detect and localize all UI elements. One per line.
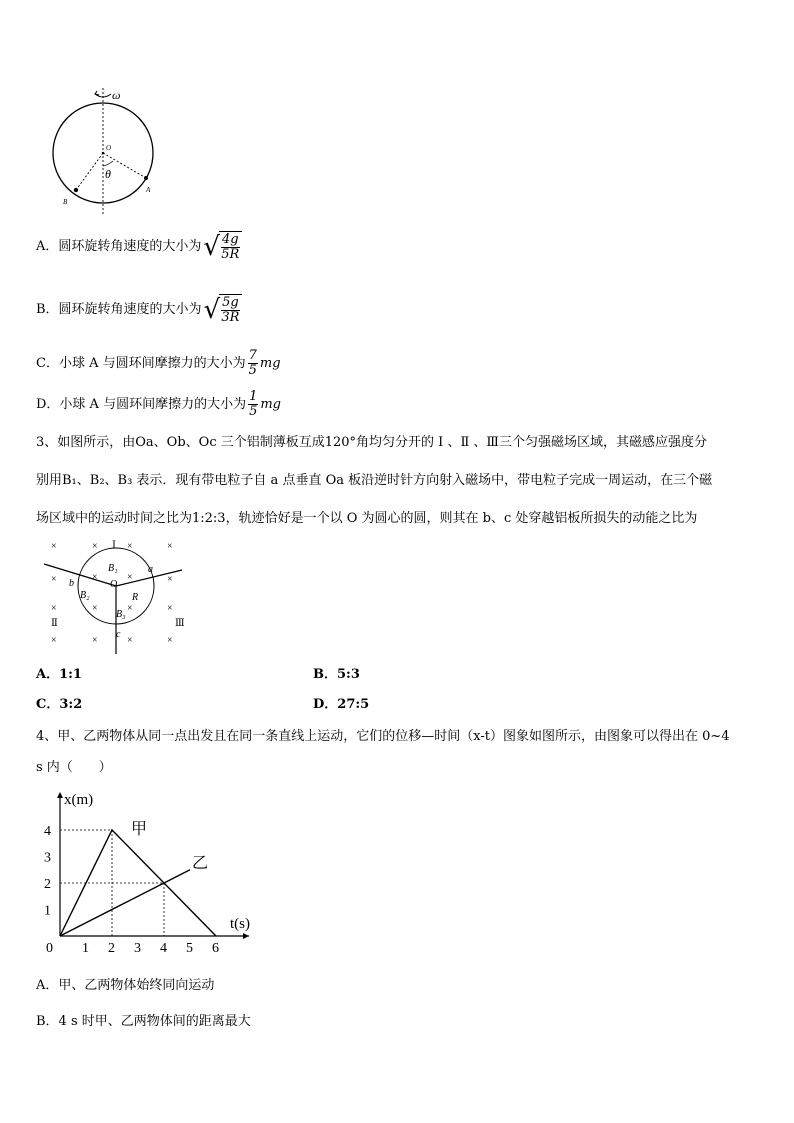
y-axis-label: x(m) xyxy=(64,792,94,808)
cross-mark: × xyxy=(92,603,98,614)
region-1-label: Ⅰ xyxy=(112,540,116,551)
b3-label: B₃ xyxy=(116,609,126,620)
x-tick-label: 0 xyxy=(46,941,53,956)
cross-mark: × xyxy=(127,541,133,552)
point-a-label: a xyxy=(148,564,153,575)
omega-label: ω xyxy=(112,88,121,102)
cross-mark: × xyxy=(167,635,173,646)
fraction: $\frac{7}{5}$ xyxy=(248,348,257,378)
theta-label: θ xyxy=(105,167,111,181)
y-tick-label: 2 xyxy=(44,877,51,892)
point-b-label: b xyxy=(69,578,74,589)
q3-option-a[interactable]: A．1:1 xyxy=(36,667,82,682)
ring-center xyxy=(102,152,105,155)
ring-figure xyxy=(48,86,168,218)
q3-option-c[interactable]: C．3:2 xyxy=(36,697,83,712)
x-tick-label: 6 xyxy=(212,941,219,956)
magnetic-field-figure xyxy=(36,534,206,658)
r-label: R xyxy=(132,592,139,603)
q3-stem-line1: 3、如图所示，由Oa、Ob、Oc 三个铝制薄板互成120°角均匀分开的 Ⅰ 、Ⅱ 、Ⅲ三个匀强磁场区域，其磁感应强度分 xyxy=(36,435,707,450)
q4-stem-line2: s 内（ ） xyxy=(36,760,112,775)
cross-mark: × xyxy=(92,541,98,552)
sqrt-expression: √ $\frac{4g}{5R}$ xyxy=(203,231,241,262)
cross-mark: × xyxy=(51,574,57,585)
fraction: $\frac{1}{5}$ xyxy=(249,389,258,419)
q4-option-a[interactable]: A．甲、乙两物体始终同向运动 xyxy=(36,978,215,993)
ball-b xyxy=(74,188,78,192)
region-2-label: Ⅱ xyxy=(51,618,58,629)
cross-mark: × xyxy=(127,603,133,614)
x-axis-arrow-icon xyxy=(243,933,249,939)
point-c-label: c xyxy=(116,629,121,640)
x-tick-label: 5 xyxy=(186,941,193,956)
xt-chart xyxy=(36,786,286,966)
field-crosses xyxy=(51,541,173,646)
q3-stem-line2: 别用B₁、B₂、B₃ 表示．现有带电粒子自 a 点垂直 Oa 板沿逆时针方向射入磁场中，带电粒子完成一周运动，在三个磁 xyxy=(36,473,713,488)
theta-arc xyxy=(103,161,113,166)
o-label: O xyxy=(110,579,118,590)
series-yi-line xyxy=(60,870,190,936)
x-tick-label: 4 xyxy=(160,941,167,956)
cross-mark: × xyxy=(51,541,57,552)
series-yi-label: 乙 xyxy=(192,854,209,872)
q3-option-b[interactable]: B．5:3 xyxy=(313,667,360,682)
y-axis-arrow-icon xyxy=(57,792,63,798)
cross-mark: × xyxy=(92,635,98,646)
series-jia-label: 甲 xyxy=(131,820,148,838)
x-axis-label: t(s) xyxy=(230,916,250,932)
y-tick-label: 3 xyxy=(44,850,51,866)
point-b-label: B xyxy=(63,198,68,206)
region-3-label: Ⅲ xyxy=(175,618,185,629)
q2-option-a[interactable]: A．圆环旋转角速度的大小为 √ $\frac{4g}{5R}$ xyxy=(36,231,242,262)
cross-mark: × xyxy=(167,603,173,614)
y-tick-label: 1 xyxy=(44,903,51,919)
cross-mark: × xyxy=(127,572,133,583)
q2-option-c[interactable]: C．小球 A 与圆环间摩擦力的大小为 $\frac{7}{5}$ mg xyxy=(36,348,281,378)
x-tick-label: 3 xyxy=(134,941,141,956)
point-a-label: A xyxy=(146,186,151,194)
cross-mark: × xyxy=(167,574,173,585)
b2-label: B₂ xyxy=(80,590,90,601)
ball-a xyxy=(144,176,148,180)
sqrt-expression: √ $\frac{5g}{3R}$ xyxy=(204,294,242,325)
b1-label: B₁ xyxy=(108,563,118,574)
q3-stem-line3: 场区域中的运动时间之比为1:2:3，轨迹恰好是一个以 O 为圆心的圆，则其在 b、c 处穿越铝板所损失的动能之比为 xyxy=(36,511,698,526)
radius-to-b xyxy=(76,153,103,190)
cross-mark: × xyxy=(127,635,133,646)
cross-mark: × xyxy=(167,541,173,552)
center-label: O xyxy=(106,144,112,152)
q2-option-b[interactable]: B．圆环旋转角速度的大小为 √ $\frac{5g}{3R}$ xyxy=(36,294,242,325)
x-tick-label: 1 xyxy=(82,941,89,956)
q4-option-b[interactable]: B．4 s 时甲、乙两物体间的距离最大 xyxy=(36,1014,251,1029)
cross-mark: × xyxy=(92,572,98,583)
cross-mark: × xyxy=(51,635,57,646)
x-tick-label: 2 xyxy=(108,941,115,956)
cross-mark: × xyxy=(51,603,57,614)
q2-option-d[interactable]: D．小球 A 与圆环间摩擦力的大小为 $\frac{1}{5}$ mg xyxy=(36,389,282,419)
y-tick-label: 4 xyxy=(44,824,51,839)
q3-option-d[interactable]: D．27:5 xyxy=(313,697,370,712)
q4-stem-line1: 4、甲、乙两物体从同一点出发且在同一条直线上运动，它们的位移—时间（x-t）图象如图所示，由图象可以得出在 0~4 xyxy=(36,729,730,744)
